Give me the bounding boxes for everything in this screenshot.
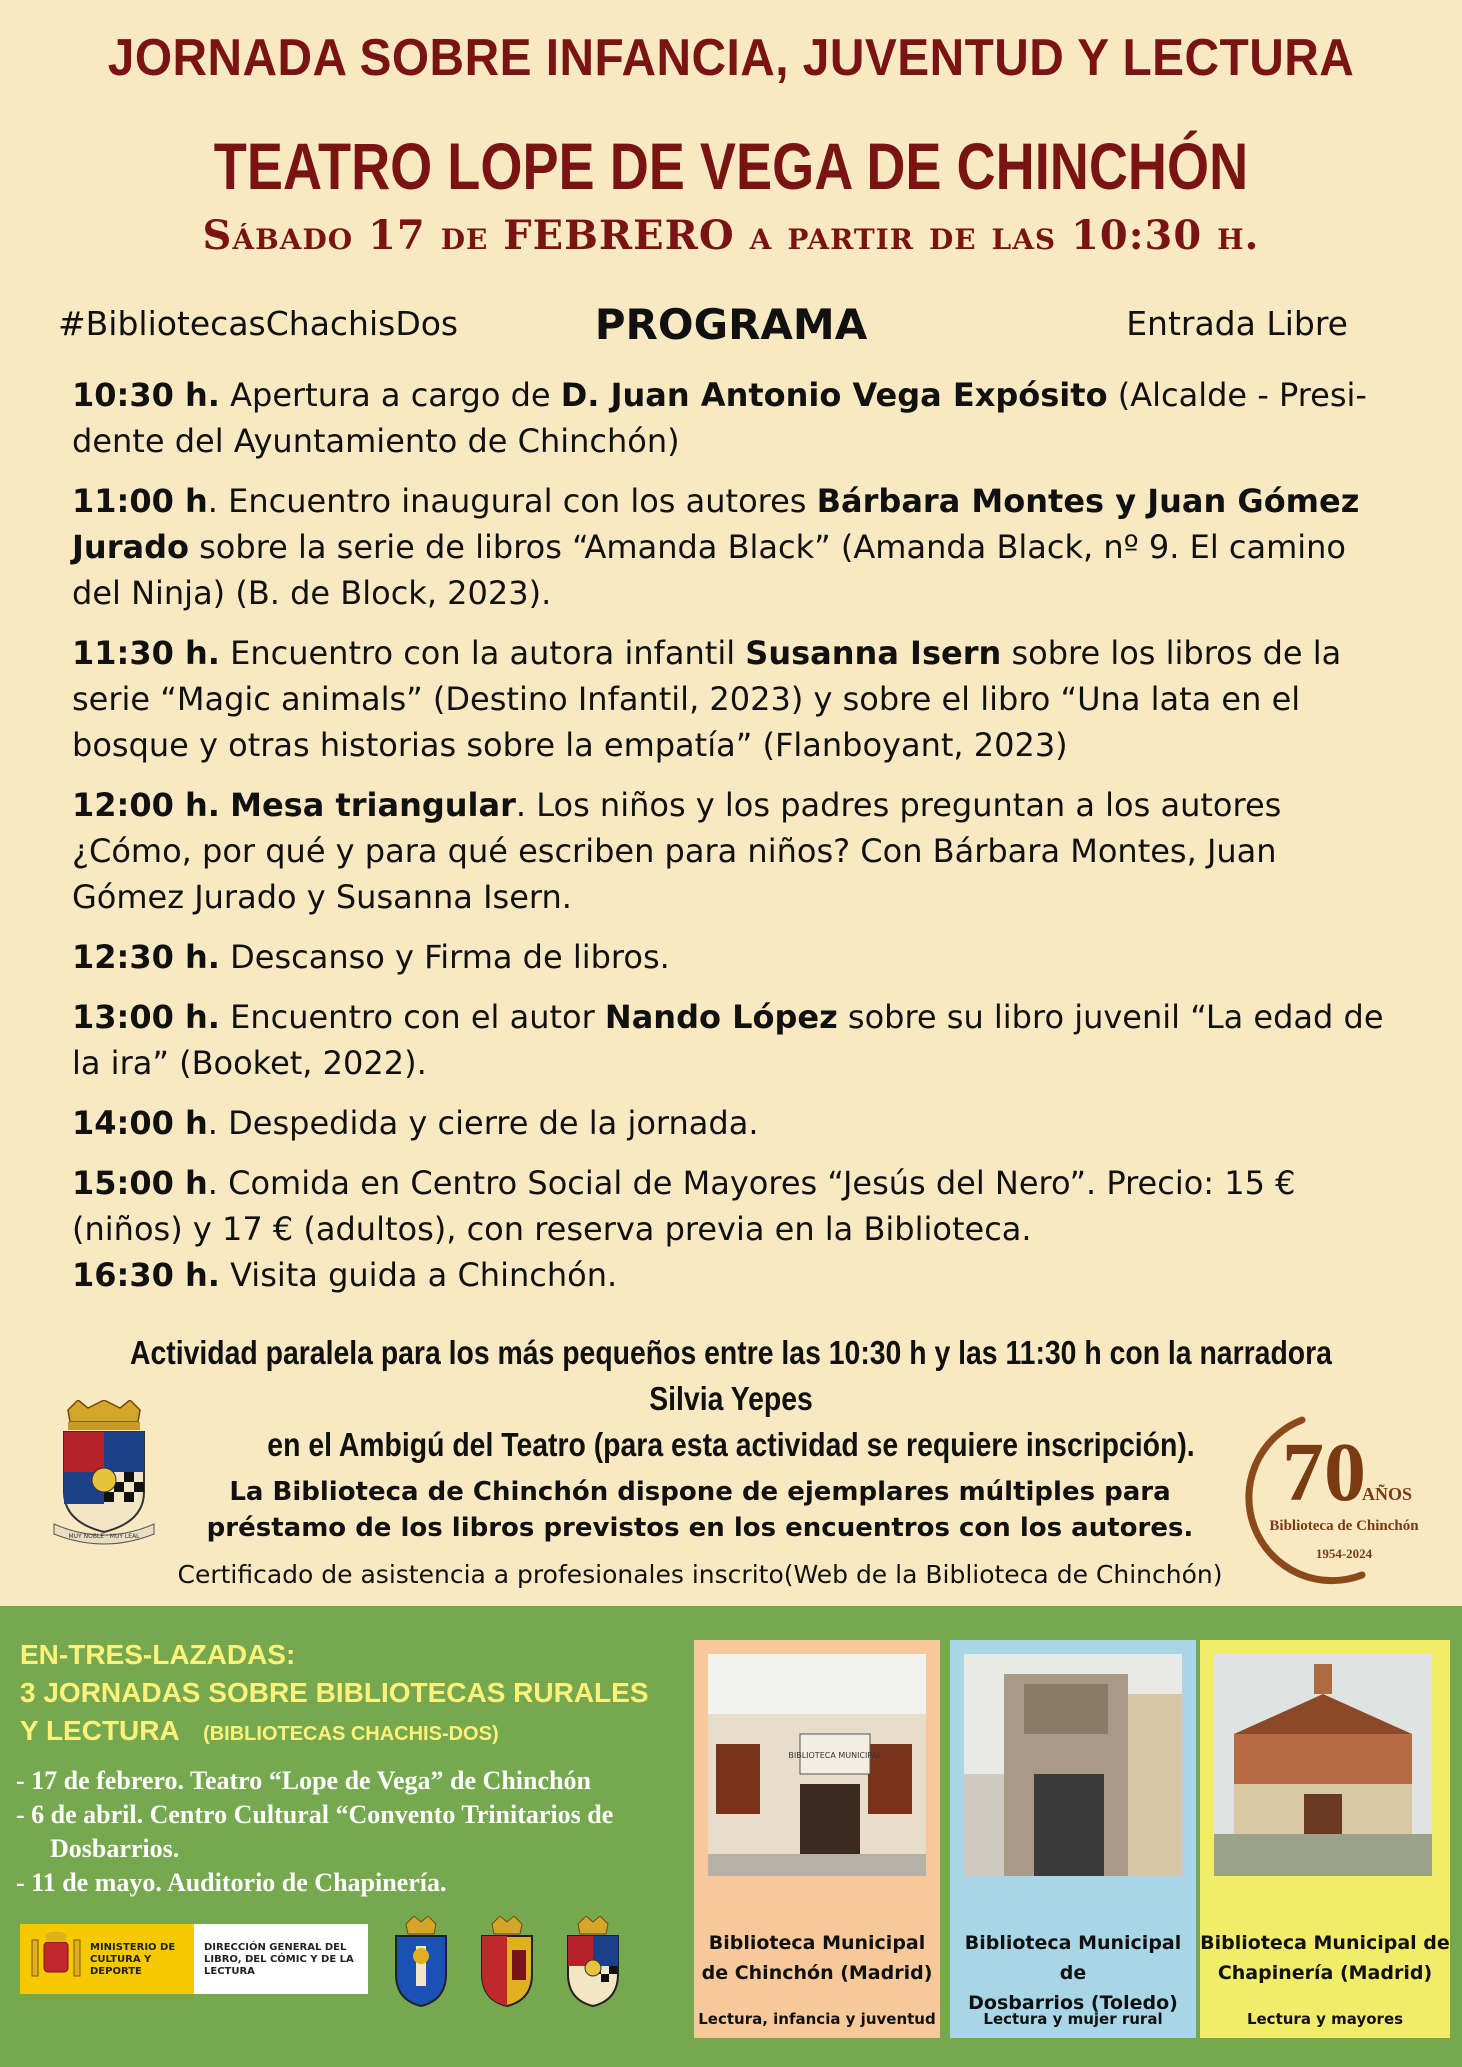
card-subtitle: Lectura, infancia y juventud [698,2010,936,2028]
event-date: Sábado 17 de FEBRERO a partir de las 10:30 h. [202,212,1260,259]
footer-heading-line: Y LECTURA [20,1715,180,1746]
programme-item [72,1160,1392,1252]
card-title-line: Biblioteca Municipal de [964,1932,1182,1984]
card-title [1200,1928,1450,1988]
item-time: 15:00 h [72,1164,208,1202]
item-text: sobre los libros de la serie “Magic animals” (Destino Infantil, 2023) y sobre el libro “Una lata en el bosque y otras historias sobre la empatía” (Flanboyant, 2023) [72,634,1342,764]
chapineria-library-photo [1214,1654,1432,1876]
venue-title: TEATRO LOPE DE VEGA DE CHINCHÓN [213,129,1249,203]
direccion-name: DIRECCIÓN GENERAL DEL LIBRO, DEL CÓMIC Y DE LA LECTURA [204,1942,354,1977]
item-time: 12:30 h. [72,938,220,976]
item-text: . Encuentro inaugural con los autores [207,482,817,520]
library-card-chinchon [694,1640,940,2038]
footer-date: - 11 de mayo. Auditorio de Chapinería. [16,1868,447,1897]
card-title-line: Chapinería (Madrid) [1217,1962,1433,1984]
card-title-line: Biblioteca Municipal [708,1932,926,1954]
programme-item [72,372,1392,464]
item-time: 13:00 h. [72,998,220,1036]
hashtag: #BibliotecasChachisDos [58,304,459,343]
programme-item [72,934,1392,980]
crest-motto: MUY NOBLE · MUY LEAL [68,1533,140,1540]
programme-item [72,630,1392,768]
parallel-line: en el Ambigú del Teatro (para esta actividad se requiere inscripción). [267,1426,1195,1463]
item-text: . Comida en Centro Social de Mayores “Jesús del Nero”. Precio: 15 € (niños) y 17 € (adultos), con reserva previa en la Biblioteca. [72,1164,1296,1248]
footer-dates [16,1764,696,1900]
programme-item [72,782,1392,920]
ministry-name: MINISTERIO DE CULTURA Y DEPORTE [90,1942,176,1977]
item-highlight: Nando López [604,998,838,1036]
item-text: . Los niños y los padres preguntan a los autores ¿Cómo, por qué y para qué escriben para niños? Con Bárbara Montes, Juan Gómez Jurado y Susanna Isern. [72,786,1282,916]
anniversary-anos: AÑOS [1362,1484,1413,1504]
item-highlight: Susanna Isern [745,634,1002,672]
item-time: 11:30 h. [72,634,220,672]
item-text: . Despedida y cierre de la jornada. [207,1104,759,1142]
item-text [220,786,230,824]
programme-item [72,1252,1392,1298]
card-title [694,1928,940,1988]
item-text: Encuentro con el autor [219,998,605,1036]
programme-item [72,478,1392,616]
programme-item [72,994,1392,1086]
parallel-activity [102,1330,1359,1468]
item-text: Descanso y Firma de libros. [219,938,670,976]
item-text: (Alcalde - Presi-dente del Ayuntamiento de Chinchón) [72,376,1367,460]
item-text: Encuentro con la autora infantil [219,634,746,672]
item-time: 14:00 h [72,1104,208,1142]
dosbarrios-shield-icon [390,1916,452,2008]
note-line: préstamo de los libros previstos en los encuentros con los autores. [206,1513,1194,1543]
anniversary-name: Biblioteca de Chinchón [1269,1518,1419,1534]
programme-list [72,372,1392,1312]
programme-item [72,1100,1392,1146]
footer-heading-small: (BIBLIOTECAS CHACHIS-DOS) [203,1723,499,1745]
footer-heading-line: EN-TRES-LAZADAS: [20,1639,296,1670]
chinchon-small-shield-icon [562,1916,624,2008]
library-card-dosbarrios [950,1640,1196,2038]
card-title [950,1928,1196,2018]
item-highlight: D. Juan Antonio Vega Expósito [560,376,1108,414]
anniversary-years: 1954-2024 [1315,1546,1373,1561]
free-entry: Entrada Libre [1126,304,1348,343]
item-text: Visita guida a Chinchón. [219,1256,618,1294]
ministry-logo [20,1924,368,1994]
library-note [200,1474,1200,1546]
chinchon-library-photo [708,1654,926,1876]
item-time: 10:30 h. [72,376,220,414]
programme-heading: PROGRAMA [594,300,868,349]
item-highlight: Mesa triangular [230,786,516,824]
spain-arms-icon [28,1932,84,1986]
footer-date: Dosbarrios. [50,1834,180,1863]
item-time: 12:00 h. [72,786,220,824]
item-text: sobre la serie de libros “Amanda Black” (Amanda Black, nº 9. El camino del Ninja) (B. de Block, 2023). [72,528,1346,612]
dosbarrios-library-photo [964,1654,1182,1876]
chapineria-shield-icon [476,1916,538,2008]
card-subtitle: Lectura y mujer rural [983,2010,1163,2028]
certificate-note: Certificado de asistencia a profesionales inscrito(Web de la Biblioteca de Chinchón) [177,1560,1223,1589]
card-subtitle: Lectura y mayores [1246,2010,1404,2028]
parallel-line: Actividad paralela para los más pequeños entre las 10:30 h y las 11:30 h con la narradora Silvia Yepes [130,1334,1332,1417]
footer-date: - 17 de febrero. Teatro “Lope de Vega” de Chinchón [16,1766,591,1795]
item-text: Apertura a cargo de [219,376,561,414]
note-line: La Biblioteca de Chinchón dispone de ejemplares múltiples para [229,1477,1171,1507]
card-title-line: Biblioteca Municipal de [1200,1932,1450,1954]
chinchon-crest-icon [48,1400,160,1550]
anniversary-logo [1212,1400,1432,1590]
event-title: JORNADA SOBRE INFANCIA, JUVENTUD Y LECTURA [107,29,1355,87]
footer-heading-line: 3 JORNADAS SOBRE BIBLIOTECAS RURALES [20,1677,649,1708]
photo-sign: BIBLIOTECA MUNICIPAL [788,1751,882,1760]
card-title-line: de Chinchón (Madrid) [701,1962,933,1984]
item-time: 16:30 h. [72,1256,220,1294]
anniversary-number: 70 [1282,1426,1366,1519]
item-highlight: Bárbara Montes y Juan Gómez Jurado [72,482,1360,566]
card-title-line: Dosbarrios (Toledo) [968,1992,1178,2014]
item-time: 11:00 h [72,482,208,520]
footer-date: - 6 de abril. Centro Cultural “Convento Trinitarios de [16,1800,614,1829]
item-text: sobre su libro juvenil “La edad de la ira” (Booket, 2022). [72,998,1384,1082]
footer-heading [20,1636,690,1753]
library-card-chapineria [1200,1640,1450,2038]
